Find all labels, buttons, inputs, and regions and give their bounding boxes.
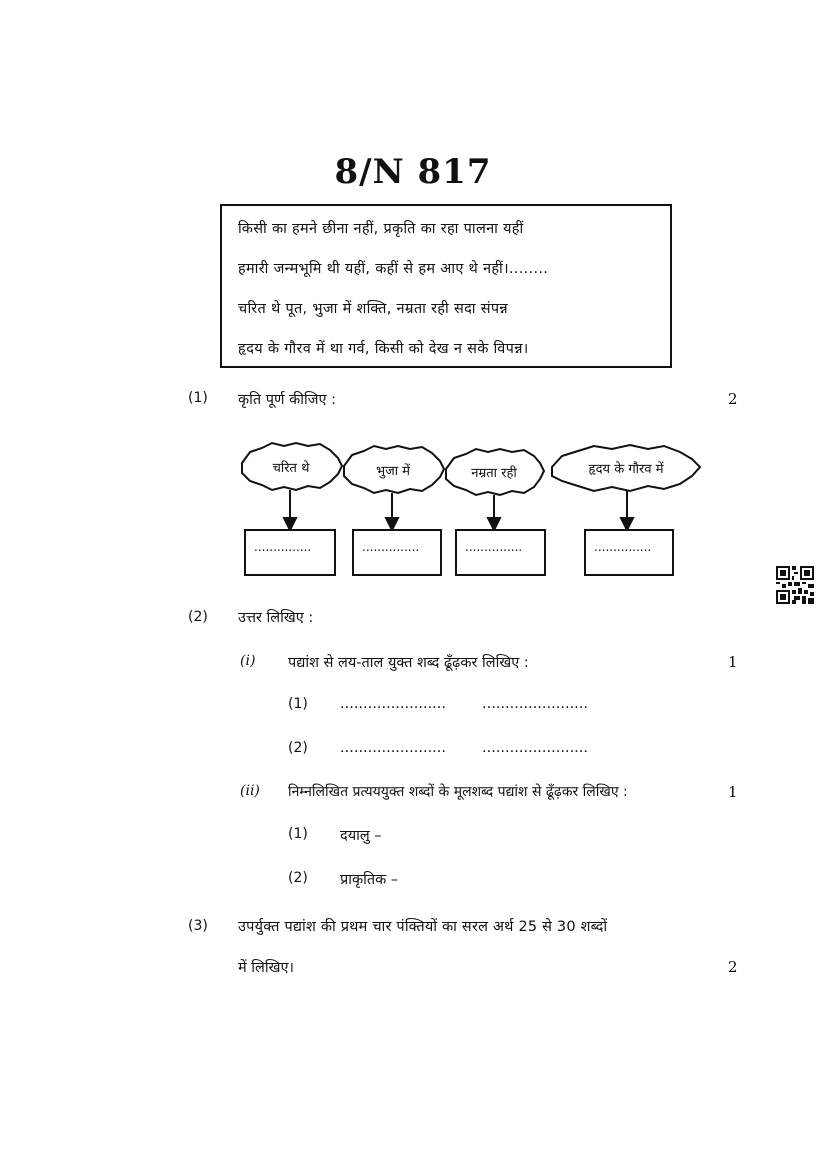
q2-ii-item-number: (1)	[288, 826, 308, 842]
answer-blank: .......................	[482, 696, 589, 712]
answer-blank: .......................	[482, 740, 589, 756]
q2-number: (2)	[188, 609, 208, 625]
q3-line1: उपर्युक्त पद्यांश की प्रथम चार पंक्तियों का सरल अर्थ 25 से 30 शब्दों	[238, 919, 608, 935]
answer-blank: .......................	[340, 740, 447, 756]
q2-ii-item-number: (2)	[288, 870, 308, 886]
poem-line: हमारी जन्मभूमि थी यहीं, कहीं से हम आए थे नहीं।........	[238, 261, 549, 277]
q2-ii-text: निम्नलिखित प्रत्यययुक्त शब्दों के मूलशब्द पद्यांश से ढूँढ़कर लिखिए :	[288, 784, 628, 800]
q2-text: उत्तर लिखिए :	[238, 610, 314, 626]
q2-ii-item-word: प्राकृतिक –	[340, 872, 399, 888]
poem-line: किसी का हमने छीना नहीं, प्रकृति का रहा पालना यहीं	[238, 221, 524, 237]
q3-number: (3)	[188, 918, 208, 934]
answer-blank: ...............	[254, 540, 312, 554]
q2-i-number: (i)	[240, 653, 256, 669]
q1-text: कृति पूर्ण कीजिए :	[238, 392, 337, 408]
cloud-label: चरित थे	[272, 461, 310, 476]
q2-i-marks: 1	[728, 653, 738, 671]
q1-number: (1)	[188, 390, 208, 406]
answer-blank: ...............	[362, 540, 420, 554]
poem-line: हृदय के गौरव में था गर्व, किसी को देख न सके विपन्न।	[238, 341, 529, 357]
q2-ii-item-word: दयालु –	[340, 828, 382, 844]
q2-ii-number: (ii)	[240, 783, 260, 799]
q2-ii-marks: 1	[728, 783, 738, 801]
poem-line: चरित थे पूत, भुजा में शक्ति, नम्रता रही सदा संपन्न	[238, 301, 508, 317]
cloud-label: नम्रता रही	[471, 466, 517, 481]
answer-blank: ...............	[465, 540, 523, 554]
q3-marks: 2	[728, 958, 738, 976]
cloud-label: भुजा में	[375, 464, 411, 479]
paper-code: 8/N 817	[334, 152, 492, 192]
q3-line2: में लिखिए।	[238, 960, 294, 976]
answer-blank: ...............	[594, 540, 652, 554]
answer-blank: .......................	[340, 696, 447, 712]
q1-marks: 2	[728, 390, 738, 408]
qr-code	[776, 566, 814, 604]
q2-i-item-number: (2)	[288, 740, 308, 756]
cloud-label: हृदय के गौरव में	[588, 462, 664, 477]
q2-i-item-number: (1)	[288, 696, 308, 712]
q2-i-text: पद्यांश से लय-ताल युक्त शब्द ढूँढ़कर लिखिए :	[288, 655, 529, 671]
